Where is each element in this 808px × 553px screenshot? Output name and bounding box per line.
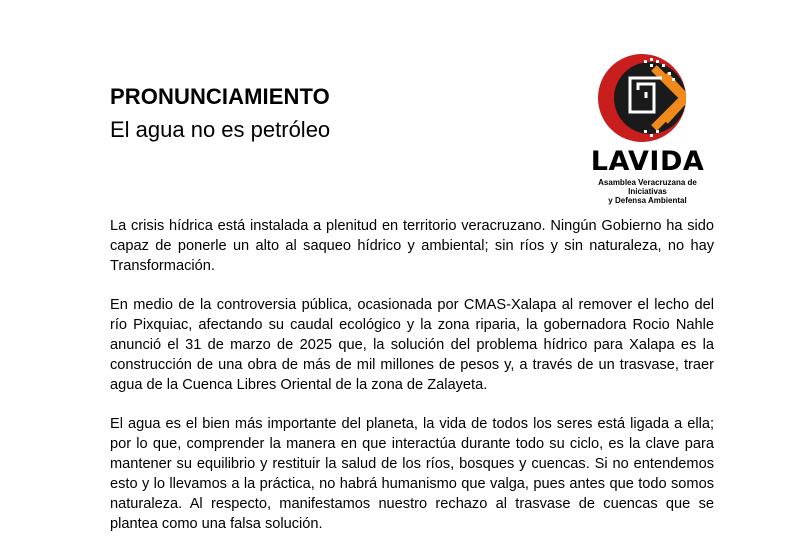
logo-tagline-line1: Asamblea Veracruzana de Iniciativas xyxy=(598,178,697,196)
logo-tagline-line2: y Defensa Ambiental xyxy=(608,196,687,205)
paragraph-2: En medio de la controversia pública, ocasionada por CMAS-Xalapa al remover el lecho del río Pixquiac, afectando su caudal ecológico y la zona riparia, la gobernadora Rocio Nahle anunció el 31 de marzo de 2025 que, la solución del problema hídrico para Xalapa es la construcción de una obra de más de mil millones de pesos y, a través de un trasvase, traer agua de la Cuenca Libres Oriental de la zona de Zalayeta. xyxy=(110,297,714,393)
page-title: PRONUNCIAMIENTO xyxy=(110,84,330,109)
paragraph-1: La crisis hídrica está instalada a plenitud en territorio veracruzano. Ningún Gobierno ha sido capaz de ponerle un alto al saqueo hídrico y ambiental; sin ríos y sin naturaleza, no hay Transformación. xyxy=(110,218,714,274)
page-subtitle: El agua no es petróleo xyxy=(110,117,331,142)
logo-name: LAVIDA xyxy=(590,146,705,177)
lavida-emblem-icon xyxy=(584,52,696,148)
lavida-logo xyxy=(580,52,715,205)
logo-tagline xyxy=(580,178,715,205)
document-body xyxy=(110,216,714,553)
paragraph-3: El agua es el bien más importante del planeta, la vida de todos los seres está ligada a ella; por lo que, comprender la manera en que interactúa durante todo su ciclo, es la clave para mantener su equilibrio y restituir la salud de los ríos, bosques y cuencas. Si no entendemos esto y lo llevamos a la práctica, no habrá humanismo que valga, pues antes que todo somos naturaleza. Al respecto, manifestamos nuestro rechazo al trasvase de cuencas que se plantea como una falsa solución. xyxy=(110,416,714,532)
